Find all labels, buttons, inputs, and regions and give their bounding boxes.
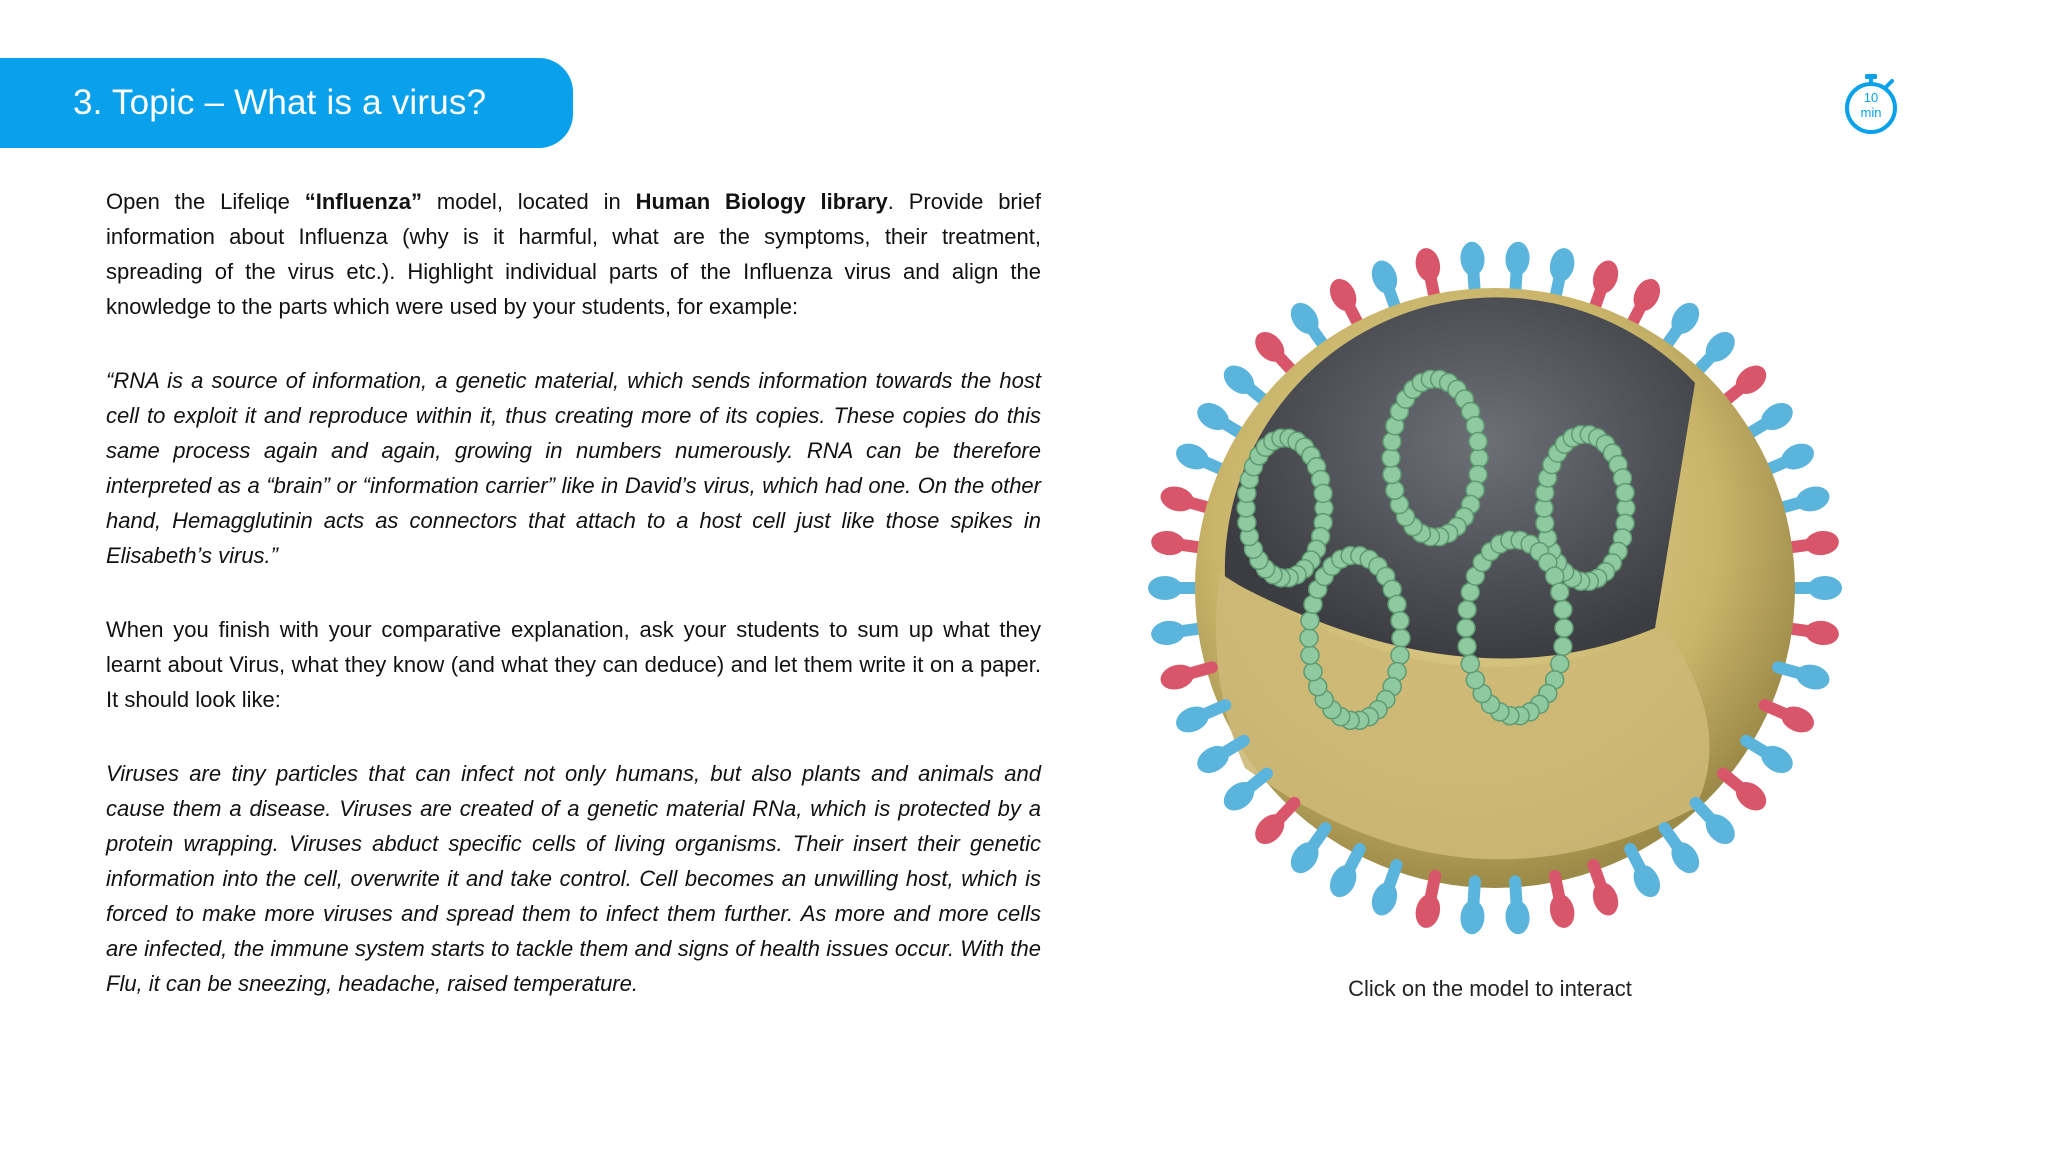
intro-text-2: model, located in bbox=[422, 189, 636, 214]
hemagglutinin-spike bbox=[1504, 241, 1530, 295]
neuraminidase-spike bbox=[1158, 661, 1212, 693]
hemagglutinin-spike bbox=[1218, 360, 1267, 403]
intro-text-3: . Provide brief information about Influenza (why is it harmful, what are the symptoms, their treatment, spreading of the virus etc.). Highlight individual parts of the Influenza virus and align the knowledge to the parts which were used by your students, for example: bbox=[106, 189, 1041, 319]
hemagglutinin-spike bbox=[1628, 849, 1665, 902]
hemagglutinin-spike bbox=[1148, 576, 1201, 600]
hemagglutinin-spike bbox=[1459, 881, 1485, 935]
hemagglutinin-spike bbox=[1367, 257, 1401, 311]
hemagglutinin-spike bbox=[1789, 576, 1842, 600]
influenza-virus-illustration[interactable] bbox=[1135, 208, 1875, 963]
neuraminidase-spike bbox=[1765, 702, 1818, 738]
hemagglutinin-spike bbox=[1150, 619, 1204, 647]
example-explanation: “RNA is a source of information, a genetic material, which sends information towards the host cell to exploit it and reproduce within it, thus creating more of its copies. These copies do this same process again and again, growing in numbers numerously. RNA can be therefore interpreted as a “brain” or “information carrier” like in David’s virus, which had one. On the other hand, Hemagglutinin acts as connectors that attach to a host cell just like those spikes in Elisabeth’s virus.” bbox=[106, 368, 1041, 568]
instruction-text bbox=[106, 184, 1041, 1001]
neuraminidase-spike bbox=[1547, 876, 1577, 930]
neuraminidase-spike bbox=[1723, 360, 1772, 403]
neuraminidase-spike bbox=[1786, 529, 1840, 557]
hemagglutinin-spike bbox=[1192, 397, 1244, 435]
hemagglutinin-spike bbox=[1696, 326, 1741, 373]
example-summary: Viruses are tiny particles that can infect not only humans, but also plants and animals and cause them a disease. Viruses are created of a genetic material RNa, which is protected by a protein wrapping. Viruses abduct specific cells of living organisms. Their insert their genetic information into the cell, overwrite it and take control. Cell becomes an unwilling host, which is forced to make more viruses and spread them to infect them further. As more and more cells are infected, the immune system starts to tackle them and signs of health issues occur. With the Flu, it can be sneezing, headache, raised temperature. bbox=[106, 761, 1041, 996]
hemagglutinin-spike bbox=[1192, 740, 1244, 778]
neuraminidase-spike bbox=[1249, 326, 1294, 373]
hemagglutinin-spike bbox=[1285, 298, 1325, 348]
neuraminidase-spike bbox=[1786, 619, 1840, 647]
hemagglutinin-spike bbox=[1218, 774, 1267, 817]
hemagglutinin-spike bbox=[1547, 246, 1577, 300]
hemagglutinin-spike bbox=[1367, 865, 1401, 919]
hemagglutinin-spike bbox=[1285, 828, 1325, 878]
neuraminidase-spike bbox=[1589, 865, 1623, 919]
neuraminidase-spike bbox=[1413, 876, 1443, 930]
neuraminidase-spike bbox=[1413, 246, 1443, 300]
neuraminidase-spike bbox=[1158, 483, 1212, 515]
stopwatch-icon bbox=[1842, 72, 1900, 136]
hemagglutinin-spike bbox=[1696, 803, 1741, 850]
model-caption: Click on the model to interact bbox=[1348, 976, 1632, 1001]
hemagglutinin-spike bbox=[1665, 298, 1705, 348]
page-title: 3. Topic – What is a virus? bbox=[73, 83, 487, 122]
neuraminidase-spike bbox=[1325, 274, 1362, 327]
hemagglutinin-spike bbox=[1172, 702, 1225, 738]
timer-label bbox=[1842, 90, 1900, 120]
neuraminidase-spike bbox=[1249, 803, 1294, 850]
hemagglutinin-spike bbox=[1778, 661, 1832, 693]
hemagglutinin-spike bbox=[1459, 241, 1485, 295]
title-banner bbox=[0, 58, 573, 148]
neuraminidase-spike bbox=[1723, 774, 1772, 817]
neuraminidase-spike bbox=[1150, 529, 1204, 557]
timer-value: 10 bbox=[1863, 90, 1879, 105]
intro-paragraph bbox=[106, 184, 1041, 324]
neuraminidase-spike bbox=[1589, 257, 1623, 311]
hemagglutinin-spike bbox=[1746, 740, 1798, 778]
hemagglutinin-spike bbox=[1172, 439, 1225, 475]
hemagglutinin-spike bbox=[1765, 439, 1818, 475]
hemagglutinin-spike bbox=[1778, 483, 1832, 515]
hemagglutinin-spike bbox=[1665, 828, 1705, 878]
hemagglutinin-spike bbox=[1746, 397, 1798, 435]
influenza-3d-model[interactable] bbox=[1135, 208, 1875, 963]
influenza-model-name: “Influenza” bbox=[304, 189, 423, 214]
hemagglutinin-spike bbox=[1504, 881, 1530, 935]
library-name: Human Biology library bbox=[635, 189, 888, 214]
hemagglutinin-spike bbox=[1325, 849, 1362, 902]
followup-paragraph: When you finish with your comparative explanation, ask your students to sum up what they learnt about Virus, what they know (and what they can deduce) and let them write it on a paper. It should look like: bbox=[106, 617, 1041, 712]
timer-unit: min bbox=[1860, 105, 1882, 120]
neuraminidase-spike bbox=[1628, 274, 1665, 327]
intro-text-1: Open the Lifeliqe bbox=[106, 189, 305, 214]
